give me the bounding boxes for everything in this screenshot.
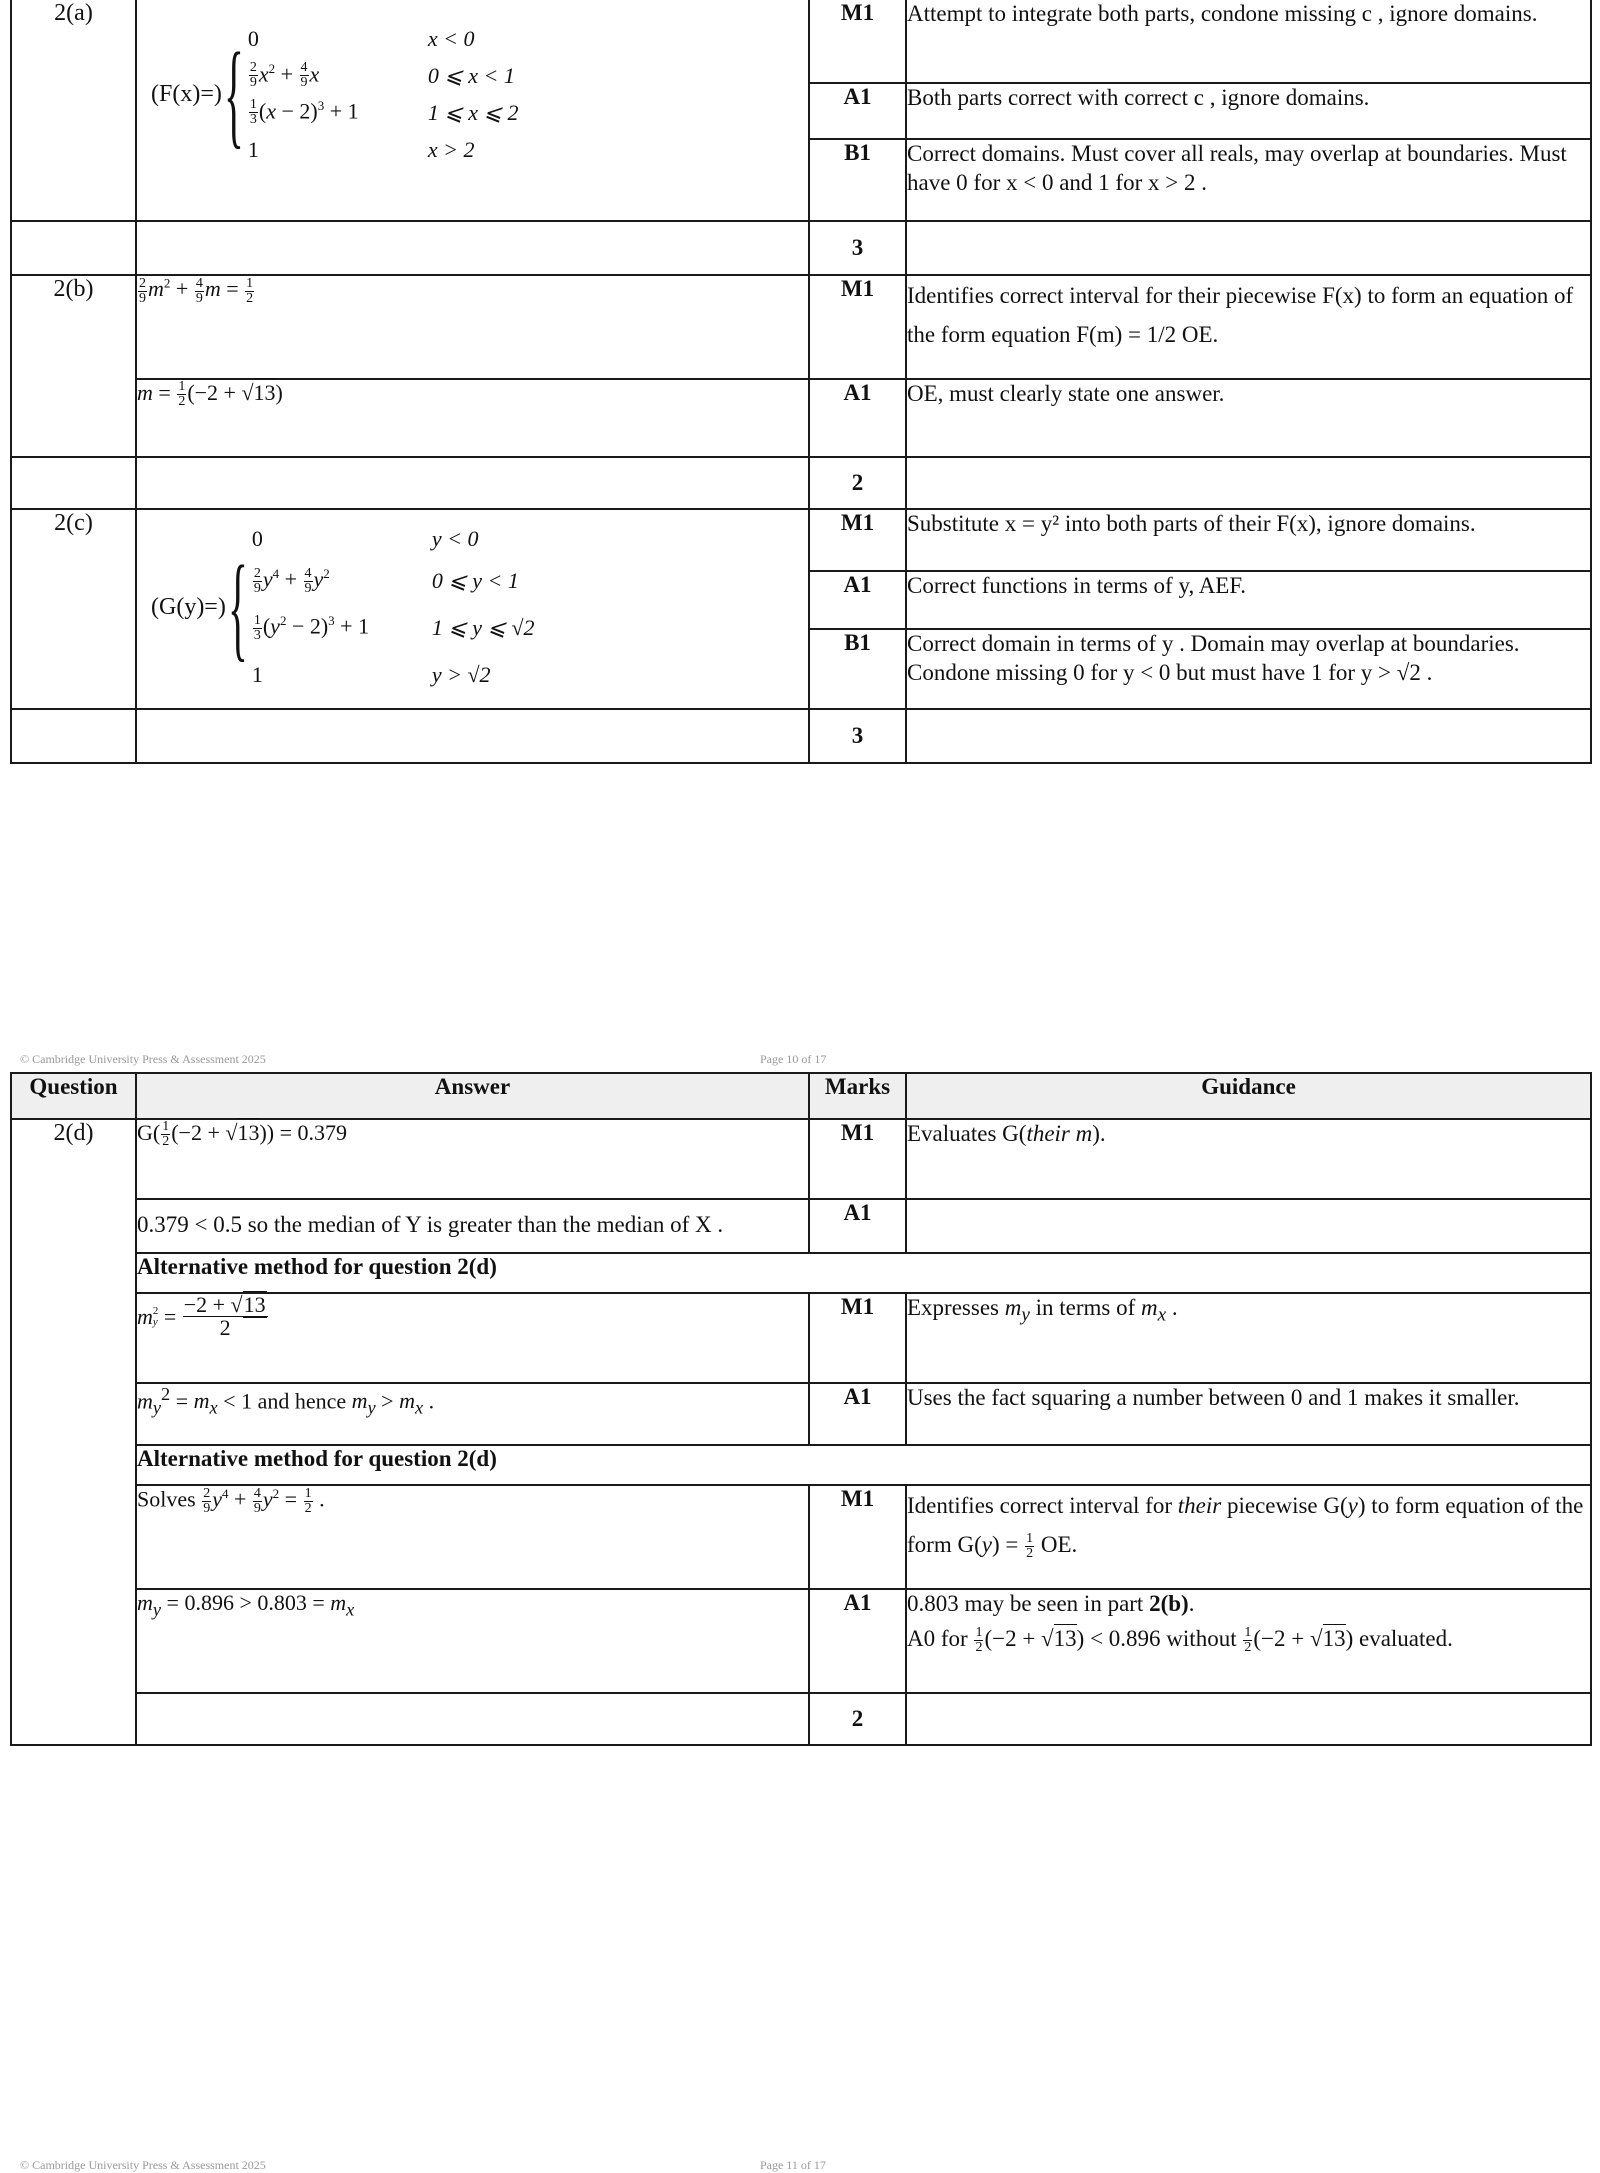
total-marks: 3 [809,221,906,275]
question-label: 2(c) [11,509,136,709]
answer-text: $m_y^2 = m_x < 1$ and hence $m_y > m_x$ . [136,1383,809,1445]
answer-equation: G( $\frac{1}{2}$ (−2 + √13)) = 0.379 [136,1119,809,1199]
piece-fn: 0 [251,526,263,551]
piece-domain: 0 ⩽ y < 1 [431,568,519,593]
answer-cell [136,0,809,221]
total-marks: 2 [809,457,906,509]
guidance: Correct functions in terms of y, AEF. [906,571,1591,629]
piece-fn: $\frac{2}{9}$ $x^2$ + $\frac{4}{9}$ x [249,60,320,91]
piece-fn: 1 [247,136,259,162]
mark-scheme-table-page-11 [10,1072,1592,1746]
question-label: 2(b) [11,275,136,457]
header-guidance: Guidance [906,1073,1591,1119]
question-label: 2(a) [11,0,136,221]
guidance: Evaluates G(their m). [906,1119,1591,1199]
page-footer: © Cambridge University Press & Assessment 2025 Page 11 of 17 [20,2158,826,2172]
answer-cell [136,509,809,709]
guidance: Uses the fact squaring a number between 0 and 1 makes it smaller. [906,1383,1591,1445]
guidance: Substitute x = y² into both parts of their F(x), ignore domains. [906,509,1591,571]
piece-domain: 0 ⩽ x < 1 [427,62,515,88]
answer-equation: m 2 y = $\frac{-2 + √13}{2}$ [136,1293,809,1383]
brace: { [227,541,248,672]
header-answer: Answer [136,1073,809,1119]
piece-domain: y < 0 [431,526,479,551]
piece-domain: x > 2 [427,136,475,162]
piece-domain: 1 ⩽ y ⩽ √2 [431,615,535,640]
mark: B1 [809,629,906,709]
guidance: OE, must clearly state one answer. [906,379,1591,457]
mark: M1 [809,0,906,83]
piece-fn: 0 [247,25,259,51]
header-marks: Marks [809,1073,906,1119]
mark: A1 [809,1589,906,1693]
mark: M1 [809,1293,906,1383]
piecewise-lhs: (G(y)=) [151,593,226,620]
header-question: Question [11,1073,136,1119]
mark: M1 [809,275,906,379]
guidance: Identifies correct interval for their piecewise F(x) to form an equation of the form equation F(m) = 1/2 OE. [906,275,1591,379]
guidance: Correct domains. Must cover all reals, may overlap at boundaries. Must have 0 for x < 0 and 1 for x > 2 . [906,139,1591,221]
mark: A1 [809,83,906,139]
alternative-method-title: Alternative method for question 2(d) [136,1253,1591,1293]
guidance: Both parts correct with correct c , ignore domains. [906,83,1591,139]
total-marks: 2 [809,1693,906,1745]
answer-equation: $\frac{2}{9}$ $m^2$ + $\frac{4}{9}$ m = $\frac{1}{2}$ [136,275,809,379]
mark: A1 [809,379,906,457]
brace: { [223,28,244,159]
mark: M1 [809,1119,906,1199]
total-marks: 3 [809,709,906,763]
page-footer: © Cambridge University Press & Assessment 2025 Page 10 of 17 [20,1052,827,1066]
piece-fn: $\frac{2}{9}$ $y^4$ + $\frac{4}{9}$ $y^2$ [253,565,330,596]
piece-domain: y > √2 [431,662,491,687]
mark: B1 [809,139,906,221]
mark: M1 [809,1485,906,1589]
piecewise-lhs: (F(x)=) [151,80,222,107]
piece-fn: $\frac{1}{3}$ $(y^2 - 2)^3 + 1$ [253,612,370,643]
piece-domain: 1 ⩽ x ⩽ 2 [427,99,519,125]
answer-text: 0.379 < 0.5 so the median of Y is greater than the median of X . [136,1199,809,1253]
piece-fn: $\frac{1}{3}$ $(x - 2)^3 + 1$ [249,97,359,128]
guidance: Identifies correct interval for their piecewise G(y) to form equation of the form G(y) = $\frac{1}{2}$ OE. [906,1485,1591,1589]
piece-fn: 1 [251,662,263,687]
answer-text: $m_y = 0.896 > 0.803 = m_x$ [136,1589,809,1693]
piece-domain: x < 0 [427,25,475,51]
alternative-method-title: Alternative method for question 2(d) [136,1445,1591,1485]
answer-equation: m = $\frac{1}{2}$ (−2 + √13) [136,379,809,457]
guidance: 0.803 may be seen in part 2(b). A0 for $\frac{1}{2}$ (−2 + √13) < 0.896 without $\frac{1}{2}$ (−2 + √13) evaluated. [906,1589,1591,1693]
question-label: 2(d) [11,1119,136,1745]
mark: A1 [809,1383,906,1445]
mark: A1 [809,1199,906,1253]
guidance: Attempt to integrate both parts, condone missing c , ignore domains. [906,0,1591,83]
mark: A1 [809,571,906,629]
guidance: Correct domain in terms of y . Domain may overlap at boundaries. Condone missing 0 for y < 0 but must have 1 for y > √2 . [906,629,1591,709]
mark: M1 [809,509,906,571]
guidance: Expresses $m_y$ in terms of $m_x$ . [906,1293,1591,1383]
answer-text: Solves $\frac{2}{9}$ $y^4$ + $\frac{4}{9}$ $y^2$ = $\frac{1}{2}$ . [136,1485,809,1589]
mark-scheme-table-page-10 [10,0,1592,764]
